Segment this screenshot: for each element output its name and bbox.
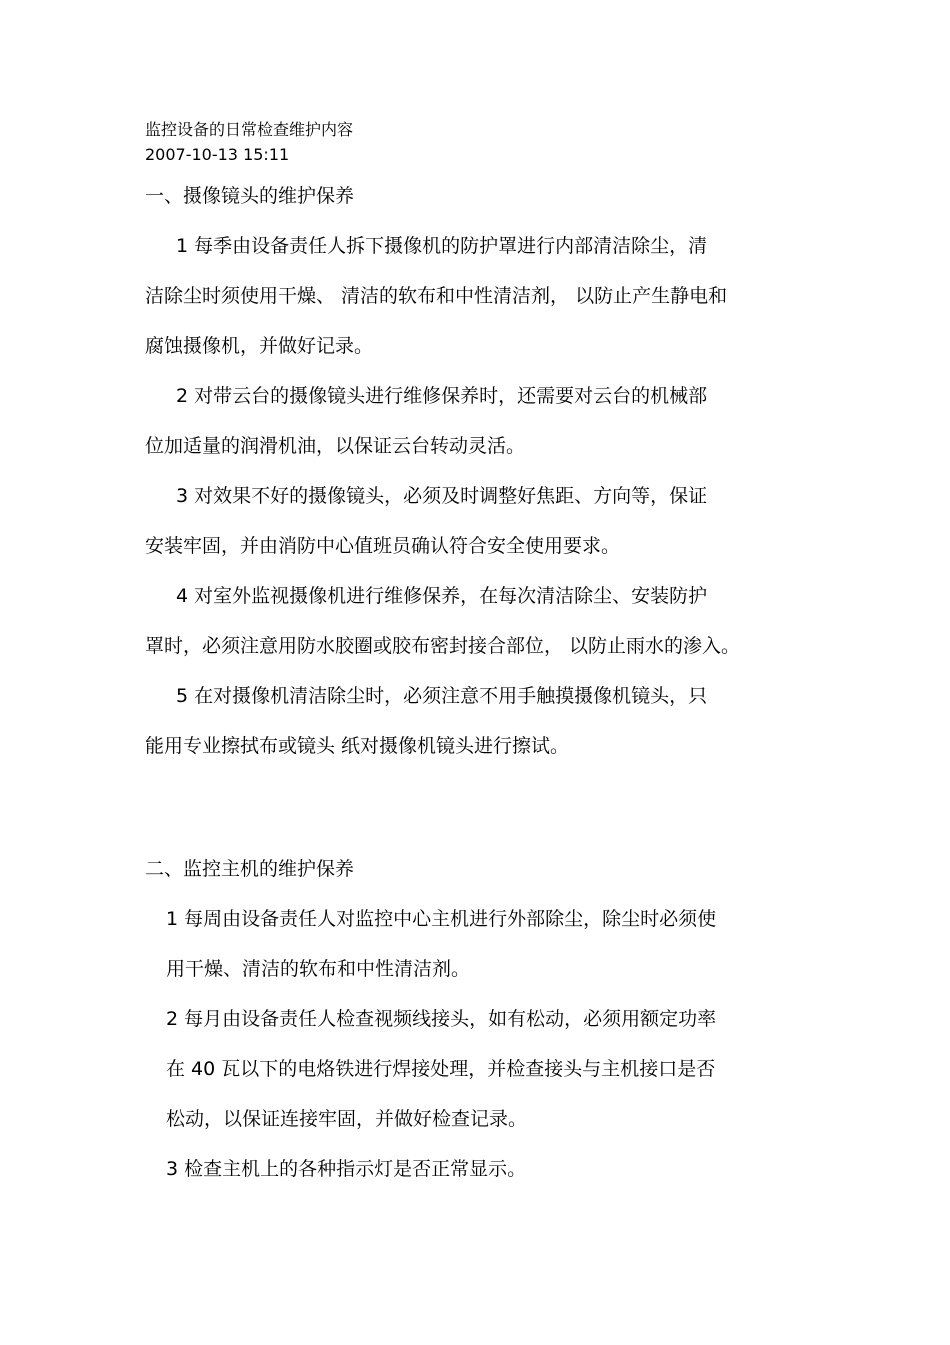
section-2-paragraph-3-line-1: 3 检查主机上的各种指示灯是否正常显示。 <box>166 1158 527 1180</box>
section-1-paragraph-4-line-1: 4 对室外监视摄像机进行维修保养，在每次清洁除尘、安装防护 <box>176 585 708 607</box>
section-1-paragraph-3-line-2: 安装牢固，并由消防中心值班员确认符合安全使用要求。 <box>145 535 621 557</box>
section-1-paragraph-1-line-2: 洁除尘时须使用干燥、 清洁的软布和中性清洁剂， 以防止产生静电和 <box>145 285 728 307</box>
section-2-paragraph-2-line-1: 2 每月由设备责任人检查视频线接头，如有松动，必须用额定功率 <box>166 1008 717 1030</box>
section-2-paragraph-1-line-1: 1 每周由设备责任人对监控中心主机进行外部除尘，除尘时必须使 <box>166 908 717 930</box>
section-1-paragraph-1-line-1: 1 每季由设备责任人拆下摄像机的防护罩进行内部清洁除尘，清 <box>176 235 708 257</box>
section-1-paragraph-2-line-2: 位加适量的润滑机油，以保证云台转动灵活。 <box>145 435 526 457</box>
section-1-paragraph-4-line-2: 罩时，必须注意用防水胶圈或胶布密封接合部位， 以防止雨水的渗入。 <box>145 635 741 657</box>
section-2-paragraph-2-line-2: 在 40 瓦以下的电烙铁进行焊接处理，并检查接头与主机接口是否 <box>166 1058 716 1080</box>
section-2-heading: 二、监控主机的维护保养 <box>145 858 355 880</box>
section-2-paragraph-1-line-2: 用干燥、清洁的软布和中性清洁剂。 <box>166 958 471 980</box>
document-title: 监控设备的日常检查维护内容 <box>145 120 354 139</box>
section-1-paragraph-3-line-1: 3 对效果不好的摄像镜头，必须及时调整好焦距、方向等，保证 <box>176 485 708 507</box>
section-1-paragraph-5-line-1: 5 在对摄像机清洁除尘时，必须注意不用手触摸摄像机镜头，只 <box>176 685 708 707</box>
section-2-paragraph-2-line-3: 松动，以保证连接牢固，并做好检查记录。 <box>166 1108 528 1130</box>
section-1-heading: 一、摄像镜头的维护保养 <box>145 185 355 207</box>
document-timestamp: 2007-10-13 15:11 <box>145 145 290 164</box>
section-1-paragraph-2-line-1: 2 对带云台的摄像镜头进行维修保养时，还需要对云台的机械部 <box>176 385 708 407</box>
section-1-paragraph-5-line-2: 能用专业擦拭布或镜头 纸对摄像机镜头进行擦试。 <box>145 735 570 757</box>
section-1-paragraph-1-line-3: 腐蚀摄像机，并做好记录。 <box>145 335 374 357</box>
